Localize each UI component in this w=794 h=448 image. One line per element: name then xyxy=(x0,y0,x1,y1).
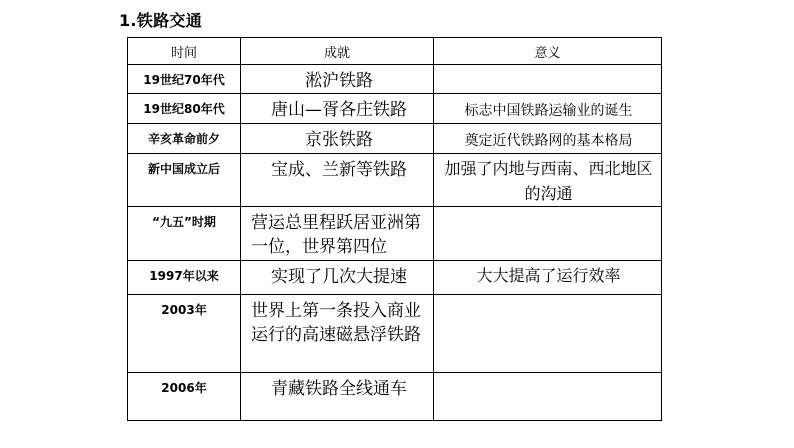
row-achievement: 实现了几次大提速 xyxy=(241,261,434,295)
row-achievement: 营运总里程跃居亚洲第一位，世界第四位 xyxy=(241,207,434,261)
section-title: 1.铁路交通 xyxy=(119,11,203,30)
row-significance xyxy=(434,295,662,373)
header-time: 时间 xyxy=(128,38,241,65)
table-row xyxy=(128,295,662,373)
row-time: “九五”时期 xyxy=(128,207,241,261)
header-significance: 意义 xyxy=(434,38,662,65)
row-achievement: 京张铁路 xyxy=(241,124,434,154)
row-time: 2003年 xyxy=(128,295,241,373)
row-significance: 标志中国铁路运输业的诞生 xyxy=(434,94,662,124)
row-achievement: 淞沪铁路 xyxy=(241,65,434,94)
row-achievement: 青藏铁路全线通车 xyxy=(241,373,434,421)
row-significance xyxy=(434,207,662,261)
table-header-row xyxy=(128,38,662,65)
row-achievement: 宝成、兰新等铁路 xyxy=(241,154,434,207)
row-time: 19世纪80年代 xyxy=(128,94,241,124)
table-row xyxy=(128,373,662,421)
row-significance: 加强了内地与西南、西北地区的沟通 xyxy=(434,154,662,207)
table-row xyxy=(128,261,662,295)
row-significance xyxy=(434,373,662,421)
table-row xyxy=(128,154,662,207)
table-row xyxy=(128,94,662,124)
row-time: 1997年以来 xyxy=(128,261,241,295)
row-significance: 奠定近代铁路网的基本格局 xyxy=(434,124,662,154)
row-achievement: 唐山—胥各庄铁路 xyxy=(241,94,434,124)
row-time: 19世纪70年代 xyxy=(128,65,241,94)
row-significance xyxy=(434,65,662,94)
row-achievement: 世界上第一条投入商业运行的高速磁悬浮铁路 xyxy=(241,295,434,373)
table-row xyxy=(128,207,662,261)
row-time: 新中国成立后 xyxy=(128,154,241,207)
row-time: 2006年 xyxy=(128,373,241,421)
table-row xyxy=(128,65,662,94)
railway-table xyxy=(127,37,662,421)
row-time: 辛亥革命前夕 xyxy=(128,124,241,154)
header-achievement: 成就 xyxy=(241,38,434,65)
table-row xyxy=(128,124,662,154)
row-significance: 大大提高了运行效率 xyxy=(434,261,662,295)
